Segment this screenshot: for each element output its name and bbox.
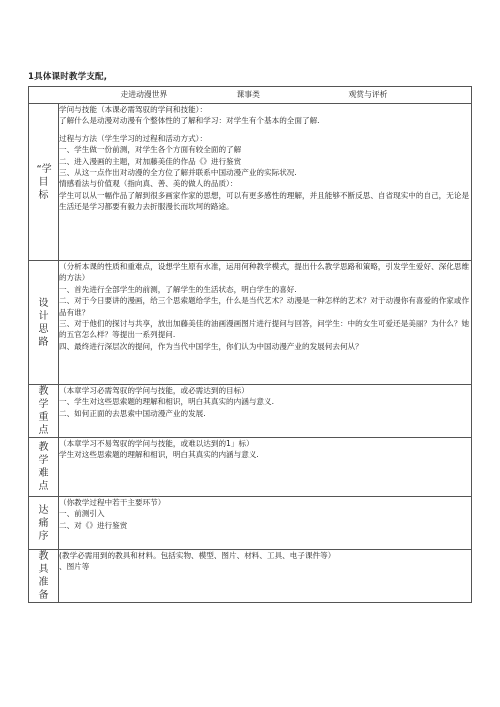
objectives-line: 学问与技能（本课必需驾驭的学问和技能）： bbox=[59, 105, 208, 114]
objectives-line: 过程与方法（学生学习的过程和活动方式）： bbox=[59, 133, 208, 143]
header-row bbox=[29, 87, 472, 104]
lesson-title: 走进动漫世界 bbox=[120, 90, 168, 99]
objectives-line: 二、进入漫画的主题，对加藤美佳的作品《》进行鉴赏 bbox=[59, 156, 242, 166]
difficulties-row bbox=[29, 438, 472, 497]
key-points-line: 一、学生对这些思索题的理解和相识，明白其真实的内涵与意义. bbox=[59, 397, 275, 407]
difficulties-line: （本章学习不易驾驭的学问与技能，或难以达到的1」标） bbox=[59, 439, 254, 448]
procedure-line: 一、前测引入 bbox=[59, 509, 105, 519]
key-points-row bbox=[29, 385, 472, 438]
design-line: 三、对于他们的探讨与共享，放出加藤美佳的油画漫画图片进行提问与回答，问学生：中的女生可爱还是美丽？为什么？她的五官怎么样？等提出一系列提问. bbox=[59, 319, 470, 340]
preparation-label: 教具准备 bbox=[38, 551, 49, 601]
lesson-plan-table bbox=[28, 86, 472, 603]
design-line: 一、首先进行全部学生的前测，了解学生的生活状态，明白学生的喜好. bbox=[59, 284, 297, 294]
preparation-line: (教学必需用到的教具和材料。包括实物、模型、图片、材料、工具、电子课件等） bbox=[59, 551, 336, 560]
objectives-label: “学目标 bbox=[36, 163, 52, 201]
key-points-label: 教学重点 bbox=[38, 386, 49, 436]
procedure-row bbox=[29, 497, 472, 550]
difficulties-label: 教学难点 bbox=[38, 442, 49, 492]
section-heading: 1具体课时教学支配, bbox=[28, 72, 108, 82]
difficulties-line: 学生对这些思索题的理解和相识，明白其真实的内涵与意义. bbox=[59, 450, 259, 460]
preparation-line: 、图片等 bbox=[59, 562, 90, 572]
preparation-row bbox=[29, 550, 472, 603]
procedure-line: （你教学过程中若干主要环节） bbox=[59, 498, 166, 507]
design-label: 设计思路 bbox=[38, 297, 49, 348]
key-points-line: 二、如何正面的去思索中国动漫产业的发展. bbox=[59, 408, 206, 418]
design-row bbox=[29, 261, 472, 385]
objectives-line: 情感看法与价值观（指向真、善、美的做人的品质）： bbox=[59, 179, 238, 189]
lesson-mode: 观赏与评析 bbox=[348, 90, 388, 99]
design-line: 四、最终进行深层次的提问，作为当代中国学生，你们认为中国动漫产业的发展何去何从？ bbox=[59, 341, 363, 351]
objectives-line: 一、学生做一份前测，对学生各个方面有较全面的了解 bbox=[59, 145, 242, 155]
key-points-line: （本章学习必需驾驭的学问与技能，或必需达到的目标） bbox=[59, 386, 249, 395]
design-line: （分析本课的性质和重难点，设想学生原有水准，运用何种教学模式，提出什么教学思路和策略，引发学生爱好、深化思维的方法） bbox=[59, 262, 470, 283]
course-type: 课事类 bbox=[236, 90, 260, 99]
procedure-line: 二、对《》进行鉴赏 bbox=[59, 520, 128, 530]
procedure-label: 达痛序 bbox=[38, 504, 49, 542]
design-line: 二、对于今日要讲的漫画，给三个思索题给学生，什么是当代艺术？动漫是一种怎样的艺术？对于动漫你有喜爱的作家或作品有谁？ bbox=[59, 296, 470, 317]
objectives-line: 了解什么是动漫对动漫有个整体性的了解和学习：对学生有个基本的全面了解. bbox=[59, 116, 320, 126]
objectives-row bbox=[29, 104, 472, 261]
objectives-line: 三、从这一点作出对动漫的全方位了解并联系中国动漫产业的实际状况. bbox=[59, 168, 297, 178]
objectives-line: 学生可以从一幅作品了解到很多画家作家的思想，可以有更多感性的理解，并且能够不断反思、自省现实中的自己，无论是生活还是学习都要有毅力去折服漫长而坎坷的路途。 bbox=[59, 190, 470, 212]
